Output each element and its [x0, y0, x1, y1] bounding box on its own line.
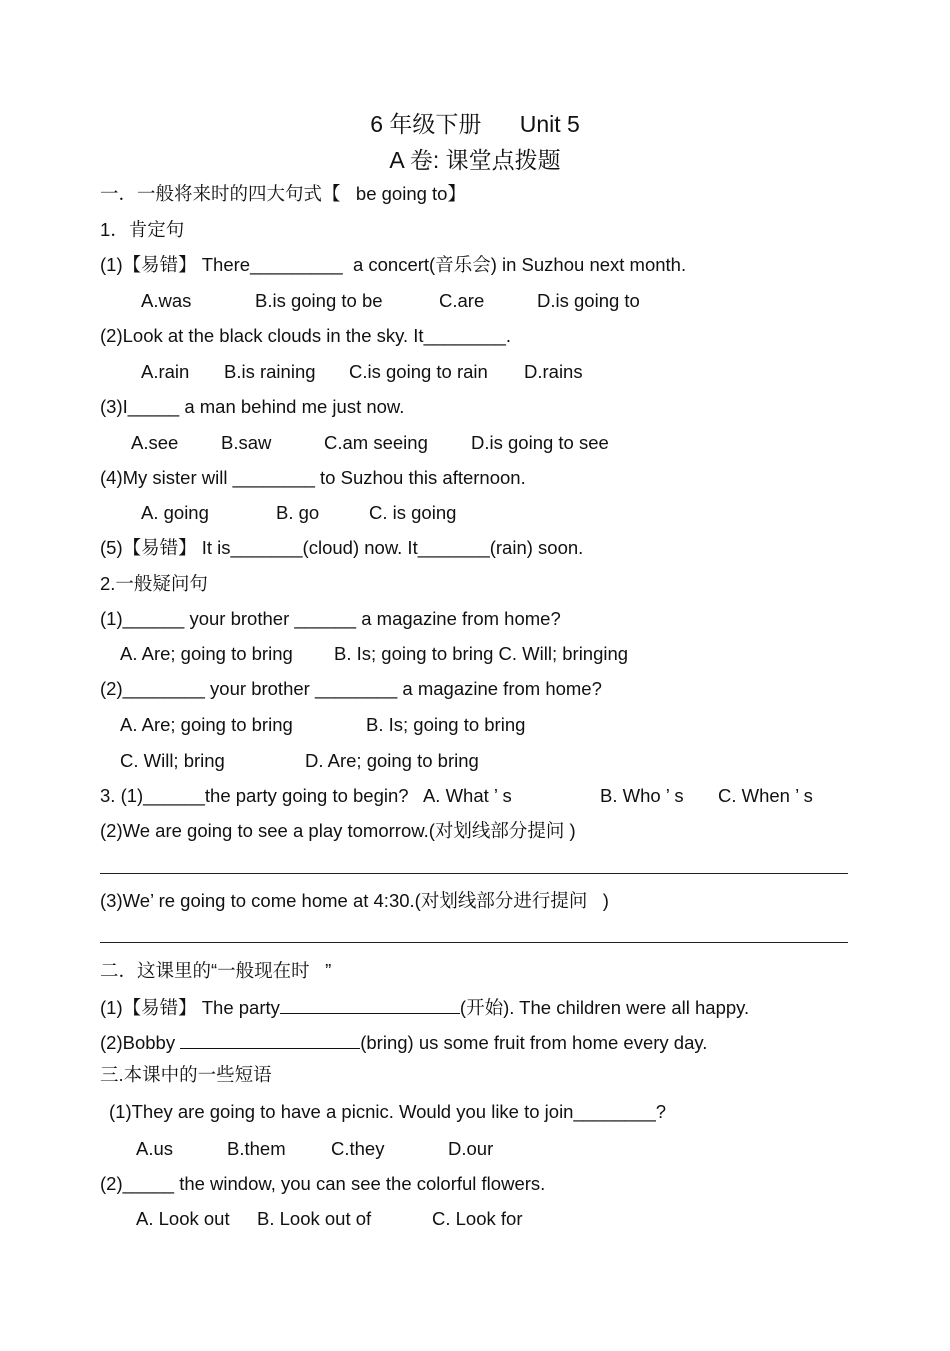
question-1-2: (2)Look at the black clouds in the sky. It________. [100, 325, 512, 346]
option-a: A.see [131, 432, 179, 453]
option-a: A. Are; going to bring [120, 643, 293, 664]
question-text: (2)Bobby [100, 1032, 181, 1053]
option-d: D.rains [524, 361, 583, 382]
question-1-4: (4)My sister will ________ to Suzhou this afternoon. [100, 467, 526, 488]
option-a: A.was [141, 290, 192, 311]
question-s3-2: (2)_____ the window, you can see the colorful flowers. [100, 1173, 546, 1194]
question-2-1: (1)______ your brother ______ a magazine from home? [100, 608, 561, 629]
page-title: 6 年级下册 Unit 5 [370, 111, 580, 137]
answer-line[interactable] [100, 873, 848, 874]
question-1-5: (5)【易错】 It is_______(cloud) now. It_______(rain) soon. [100, 537, 584, 558]
option-b: B. go [276, 502, 320, 523]
option-b: B. Look out of [257, 1208, 372, 1229]
answer-blank[interactable] [180, 1031, 360, 1049]
option-bc: B. Is; going to bring C. Will; bringing [334, 643, 629, 664]
option-d: D.our [448, 1138, 494, 1159]
question-3-1: 3. (1)______the party going to begin? A. What ’ s [100, 785, 512, 806]
question-s2-1 [100, 996, 749, 1019]
option-b: B.is going to be [255, 290, 383, 311]
page-subtitle: A 卷: 课堂点拨题 [389, 147, 561, 173]
option-c: C. Will; bring [120, 750, 225, 771]
question-s3-1: (1)They are going to have a picnic. Would you like to join________? [109, 1101, 667, 1122]
option-a: A.rain [141, 361, 190, 382]
option-a: A.us [136, 1138, 174, 1159]
option-a: A. Are; going to bring [120, 714, 293, 735]
question-text: (bring) us some fruit from home every day. [360, 1032, 708, 1053]
option-b: B.is raining [224, 361, 316, 382]
section3-heading: 三.本课中的一些短语 [100, 1064, 272, 1085]
option-c: C.are [439, 290, 485, 311]
section1-heading: 一．一般将来时的四大句式【 be going to】 [100, 183, 466, 204]
option-c: C.they [331, 1138, 385, 1159]
question-s2-2 [100, 1031, 707, 1054]
option-d: D. Are; going to bring [305, 750, 479, 771]
question-1-3: (3)I_____ a man behind me just now. [100, 396, 405, 417]
question-2-2: (2)________ your brother ________ a magazine from home? [100, 678, 602, 699]
answer-line[interactable] [100, 942, 848, 943]
option-a: A. Look out [136, 1208, 230, 1229]
option-c: C. is going [369, 502, 457, 523]
option-c: C.is going to rain [349, 361, 488, 382]
option-a: A. going [141, 502, 209, 523]
option-b: B. Who ’ s [600, 785, 684, 806]
part1-heading: 1．肯定句 [100, 219, 185, 240]
question-text: (1)【易错】 The party [100, 997, 280, 1018]
option-b: B.saw [221, 432, 272, 453]
option-c: C. When ’ s [718, 785, 813, 806]
option-c: C. Look for [432, 1208, 523, 1229]
question-text: (开始). The children were all happy. [459, 997, 750, 1018]
option-c: C.am seeing [324, 432, 428, 453]
option-d: D.is going to [537, 290, 640, 311]
option-b: B.them [227, 1138, 286, 1159]
question-3-2: (2)We are going to see a play tomorrow.(对划线部分提问 ) [100, 820, 576, 841]
part2-heading: 2.一般疑问句 [100, 573, 208, 594]
answer-blank[interactable] [280, 996, 460, 1014]
option-b: B. Is; going to bring [366, 714, 526, 735]
question-1-1: (1)【易错】 There_________ a concert(音乐会) in Suzhou next month. [100, 254, 687, 275]
option-d: D.is going to see [471, 432, 609, 453]
question-3-3: (3)We’ re going to come home at 4:30.(对划线部分进行提问 ) [100, 890, 609, 911]
section2-heading: 二．这课里的“一般现在时 ” [100, 960, 332, 981]
